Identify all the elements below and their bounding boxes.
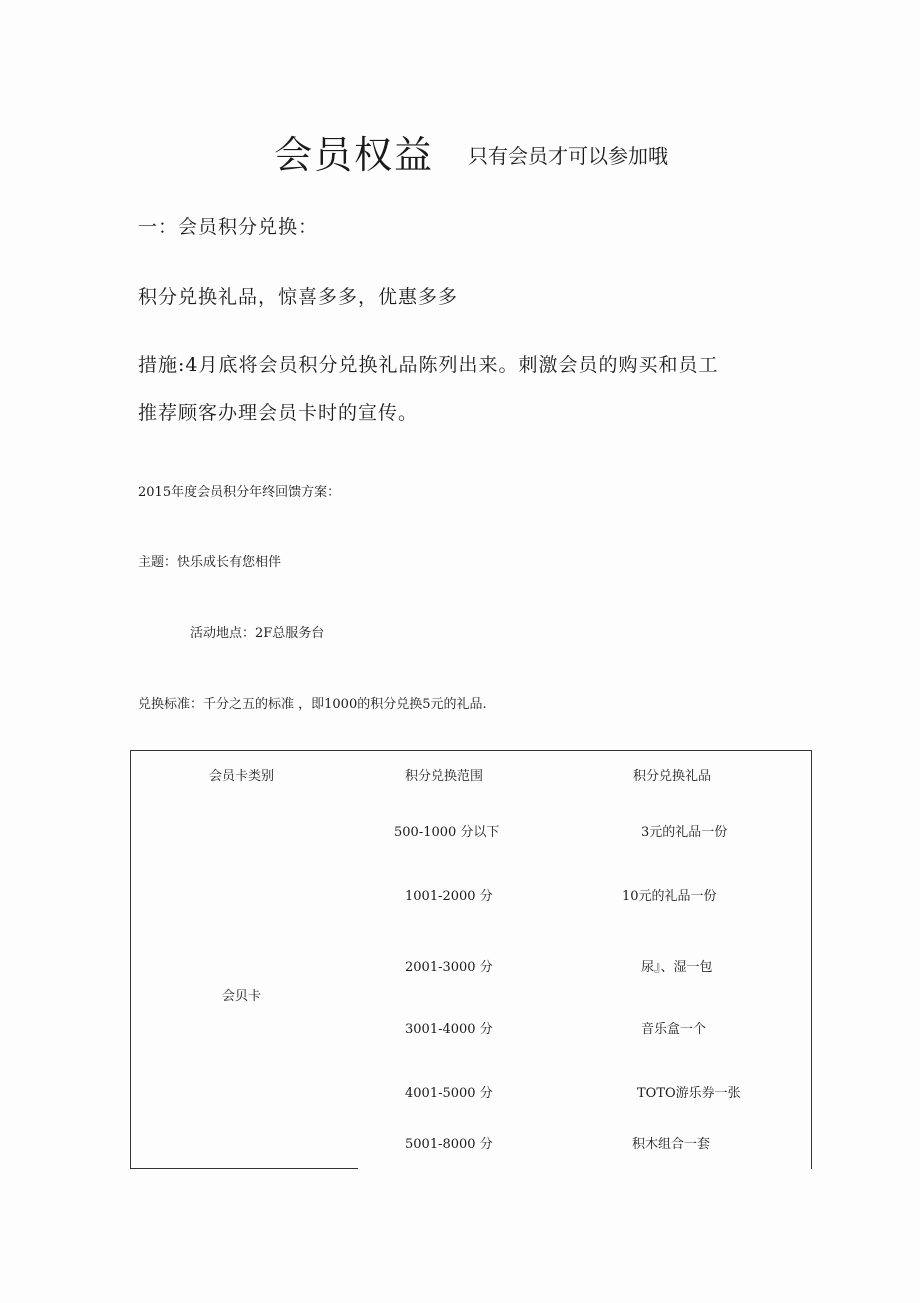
table-row-gift: 音乐盒一个: [641, 1022, 707, 1037]
page-subtitle: 只有会员才可以参加哦: [468, 144, 668, 168]
measure-line-1: 措施:4月底将会员积分兑换礼品陈列出来。刺激会员的购买和员工: [138, 354, 719, 376]
measure-line-2: 推荐顾客办理会员卡时的宣传。: [138, 402, 419, 424]
plan-title: 2015年度会员积分年终回馈方案：: [138, 485, 341, 500]
table-border-right: [811, 750, 812, 1169]
table-row-gift: 积木组合一套: [632, 1137, 711, 1152]
table-border-bottom: [130, 1168, 358, 1169]
table-cell-card-type: 会贝卡: [222, 989, 262, 1004]
table-header-range: 积分兑换范围: [405, 769, 484, 784]
table-row-range: 1001-2000 分: [405, 889, 493, 904]
table-row-gift: TOTO游乐券一张: [637, 1086, 741, 1101]
table-row-range: 4001-5000 分: [405, 1086, 493, 1101]
table-row-gift: 尿』、湿一包: [641, 960, 713, 975]
standard-text: 兑换标准：千分之五的标准 ，即1000的积分兑换5元的礼品.: [138, 697, 487, 712]
location-text: 活动地点：2F总服务台: [190, 626, 325, 641]
slogan: 积分兑换礼品，惊喜多多，优惠多多: [138, 286, 459, 308]
table-row-range: 3001-4000 分: [405, 1022, 493, 1037]
table-row-gift: 3元的礼品一份: [641, 825, 728, 840]
table-header-card-type: 会员卡类别: [209, 769, 275, 784]
table-row-range: 500-1000 分以下: [394, 825, 500, 840]
table-border-left: [130, 750, 131, 1169]
table-row-range: 5001-8000 分: [405, 1137, 493, 1152]
table-header-gift: 积分兑换礼品: [633, 769, 712, 784]
theme-text: 主题：快乐成长有您相伴: [138, 555, 282, 570]
table-row-gift: 10元的礼品一份: [622, 889, 717, 904]
page-title: 会员权益: [274, 133, 435, 177]
table-border-top: [130, 750, 812, 751]
section-heading: 一：会员积分兑换：: [138, 216, 319, 238]
table-row-range: 2001-3000 分: [405, 960, 493, 975]
